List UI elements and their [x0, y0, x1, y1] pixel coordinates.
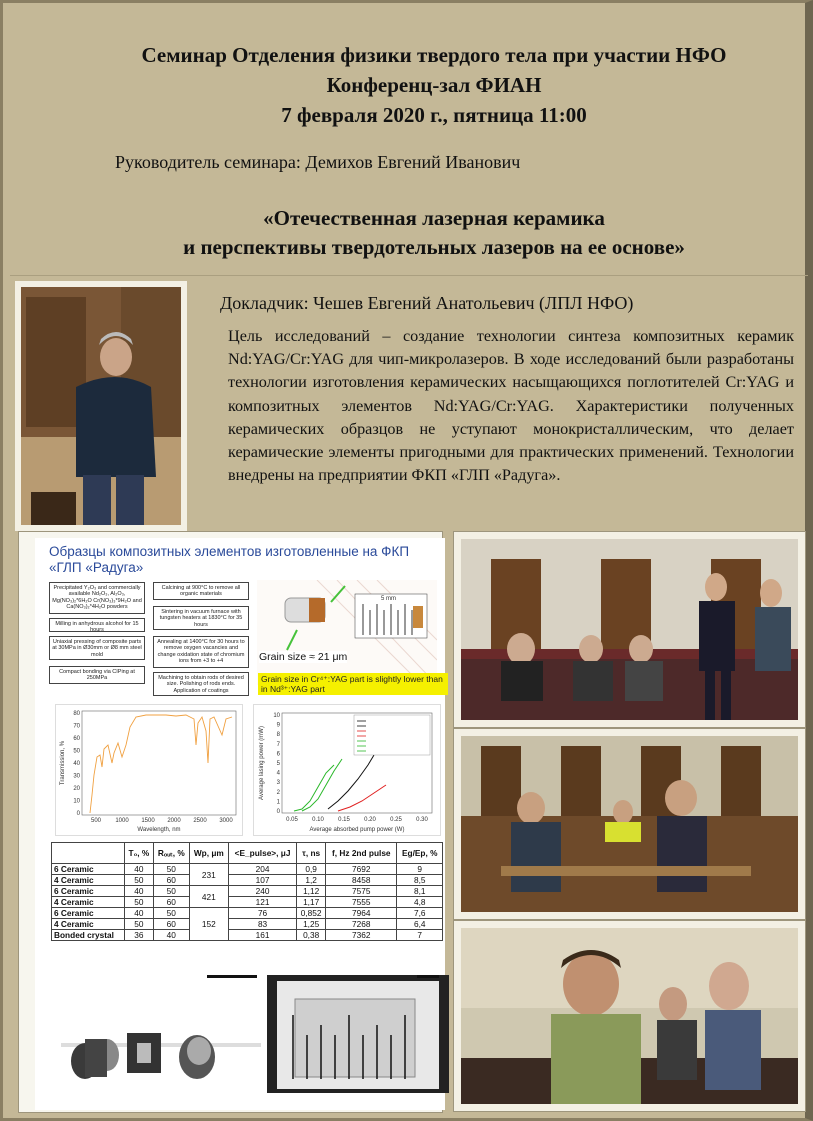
tick-label: 500 — [90, 818, 102, 824]
table-header-cell: τ, ns — [297, 843, 326, 864]
tick-label: 0 — [76, 811, 80, 817]
tick-label: 2 — [276, 789, 280, 796]
grain-size-note: Grain size in Cr⁴⁺:YAG part is slightly lower than in Nd³⁺:YAG part — [258, 673, 448, 695]
table-cell: 161 — [228, 930, 296, 941]
talk-title-line-2: и перспективы твердотельных лазеров на ее основе» — [183, 235, 685, 259]
spectrum-ylabel: Transmission, % — [60, 740, 66, 786]
table-cell: 7 — [397, 930, 443, 941]
table-cell: 7555 — [326, 897, 397, 908]
table-cell: 50 — [124, 875, 153, 886]
table-cell: 107 — [228, 875, 296, 886]
table-header-cell: Wp, μm — [189, 843, 228, 864]
tick-label: 30 — [73, 773, 80, 780]
table-cell: 1,2 — [297, 875, 326, 886]
spectrum-xlabel: Wavelength, nm — [137, 827, 181, 833]
seminar-leader: Руководитель семинара: Демихов Евгений Иванович — [115, 152, 521, 172]
tick-label: 80 — [73, 711, 80, 717]
table-row — [52, 875, 443, 886]
table-cell: 1,12 — [297, 886, 326, 897]
tick-label: 1000 — [115, 818, 129, 824]
speaker-photo — [15, 281, 187, 531]
tick-label: 20 — [73, 786, 80, 792]
table-cell: 6,4 — [397, 919, 443, 930]
transmission-curve — [90, 715, 232, 813]
table-row — [52, 886, 443, 897]
table-cell: 4 Ceramic — [52, 897, 125, 908]
flow-step: Milling in anhydrous alcohol for 15 hours — [49, 618, 145, 632]
talk-title — [0, 204, 813, 262]
table-cell: 4,8 — [397, 897, 443, 908]
table-cell: 121 — [228, 897, 296, 908]
table-cell: 7692 — [326, 864, 397, 875]
sample-micrograph — [257, 580, 437, 685]
table-cell: 8458 — [326, 875, 397, 886]
table-cell: 60 — [153, 897, 189, 908]
tick-label: 40 — [73, 761, 80, 767]
table-cell: 0,9 — [297, 864, 326, 875]
tick-label: 2000 — [167, 818, 181, 824]
samples-photo — [57, 975, 449, 1093]
tick-label: 50 — [73, 748, 80, 755]
tick-label: 5 — [276, 761, 280, 767]
divider — [10, 275, 808, 276]
table-cell: 0,852 — [297, 908, 326, 919]
table-header-cell: Eg/Ep, % — [397, 843, 443, 864]
table-cell: 40 — [124, 908, 153, 919]
table-cell: 40 — [153, 930, 189, 941]
table-cell: 50 — [124, 919, 153, 930]
table-cell: 50 — [153, 886, 189, 897]
tick-label: 4 — [276, 770, 280, 777]
transmission-chart — [55, 704, 243, 836]
table-cell: 9 — [397, 864, 443, 875]
flow-step: Calcining at 900°C to remove all organic materials — [153, 582, 249, 600]
table-row — [52, 864, 443, 875]
slide-panel — [18, 531, 443, 1113]
table-cell: 6 Ceramic — [52, 864, 125, 875]
audience-photo-3 — [453, 920, 806, 1112]
table-cell: 4 Ceramic — [52, 875, 125, 886]
tick-label: 0.05 — [286, 817, 298, 823]
tick-label: 0.25 — [390, 817, 402, 823]
table-cell: 7362 — [326, 930, 397, 941]
tick-label: 0.15 — [338, 817, 350, 823]
power-chart — [253, 704, 441, 836]
scale-label: 5 mm — [381, 596, 396, 602]
abstract-text: Цель исследований – создание технологии синтеза композитных керамик Nd:YAG/Cr:YAG для чип-микролазеров. В ходе исследований были разработаны технологии изготовления керамических насыщающихся поглотителей Cr:YAG и композитных элементов Nd:YAG/Cr:YAG. Характеристики полученных керамических образцов не уступают монокристаллическим, что делает керамические элементы пригодными для практических применений. Технологии внедрены на предприятии ФКП «ГЛП «Радуга». — [228, 327, 794, 485]
talk-title-line-1: «Отечественная лазерная керамика — [263, 206, 605, 230]
table-cell: 7268 — [326, 919, 397, 930]
table-cell: 36 — [124, 930, 153, 941]
table-cell: 6 Ceramic — [52, 886, 125, 897]
table-header-cell: T₀, % — [124, 843, 153, 864]
tick-label: 7 — [276, 741, 280, 748]
seminar-header — [0, 40, 813, 130]
tick-label: 2500 — [193, 818, 207, 824]
table-cell: 50 — [153, 908, 189, 919]
table-cell: 231 — [189, 864, 228, 886]
table-cell: 40 — [124, 886, 153, 897]
audience-photo-2 — [453, 728, 806, 920]
slide-content — [35, 538, 445, 1110]
table-cell: 421 — [189, 886, 228, 908]
table-cell: 60 — [153, 919, 189, 930]
table-cell: Bonded crystal — [52, 930, 125, 941]
table-cell: 8,5 — [397, 875, 443, 886]
table-header-cell — [52, 843, 125, 864]
header-line-2: Конференц-зал ФИАН — [326, 73, 542, 97]
table-cell: 8,1 — [397, 886, 443, 897]
table-cell: 4 Ceramic — [52, 919, 125, 930]
speaker: Докладчик: Чешев Евгений Анатольевич (ЛПЛ НФО) — [220, 293, 634, 313]
table-row — [52, 930, 443, 941]
table-cell: 1,17 — [297, 897, 326, 908]
tick-label: 70 — [73, 723, 80, 730]
header-line-3: 7 февраля 2020 г., пятница 11:00 — [281, 103, 587, 127]
table-cell: 1,25 — [297, 919, 326, 930]
series-line — [338, 785, 386, 811]
grain-size-label: Grain size ≈ 21 μm — [259, 651, 348, 663]
flow-step: Precipitated Y₂O₃ and commercially available Nd₂O₃, Al₂O₃, Mg(NO₃)₂*6H₂O Cr(NO₃)₃*9H₂O and Ca(NO₃)₂*4H₂O powders — [49, 582, 145, 614]
tick-label: 10 — [273, 713, 280, 719]
tick-label: 3 — [276, 780, 280, 787]
tick-label: 0.20 — [364, 817, 376, 823]
table-cell: 7964 — [326, 908, 397, 919]
table-row — [52, 897, 443, 908]
table-cell: 6 Ceramic — [52, 908, 125, 919]
power-ylabel: Average lasing power (mW) — [259, 726, 265, 800]
table-cell: 50 — [153, 864, 189, 875]
table-cell: 60 — [153, 875, 189, 886]
tick-label: 0.10 — [312, 817, 324, 823]
flow-step: Sintering in vacuum furnace with tungsten heaters at 1830°C for 35 hours — [153, 606, 249, 630]
table-cell: 0,38 — [297, 930, 326, 941]
slide-title: Образцы композитных элементов изготовленные на ФКП «ГЛП «Радуга» — [49, 544, 410, 575]
flow-step: Machining to obtain rods of desired size. Polishing of rods ends. Application of coatings — [153, 672, 249, 696]
tick-label: 6 — [276, 751, 280, 758]
tick-label: 1 — [276, 799, 280, 806]
tick-label: 0.30 — [416, 817, 428, 823]
table-header-cell: f, Hz 2nd pulse — [326, 843, 397, 864]
table-row — [52, 908, 443, 919]
flow-step: Annealing at 1400°C for 30 hours to remove oxygen vacancies and change oxidation state of chromium ions from +3 to +4 — [153, 636, 249, 668]
series-line — [294, 765, 334, 811]
table-cell: 152 — [189, 908, 228, 941]
table-cell: 204 — [228, 864, 296, 875]
table-cell: 50 — [124, 897, 153, 908]
table-cell: 240 — [228, 886, 296, 897]
table-row — [52, 919, 443, 930]
tick-label: 8 — [276, 732, 280, 739]
tick-label: 60 — [73, 736, 80, 742]
power-xlabel: Average absorbed pump power (W) — [309, 827, 405, 833]
series-line — [328, 755, 374, 809]
table-header-cell: Rₒᵤₜ, % — [153, 843, 189, 864]
header-line-1: Семинар Отделения физики твердого тела при участии НФО — [141, 43, 727, 67]
tick-label: 3000 — [219, 818, 233, 824]
speaker-figure — [21, 287, 181, 525]
table-cell: 83 — [228, 919, 296, 930]
table-cell: 40 — [124, 864, 153, 875]
tick-label: 10 — [73, 798, 80, 805]
flow-step: Compact bonding via CIPing at 250MPa — [49, 666, 145, 684]
tick-label: 0 — [276, 809, 280, 815]
table-cell: 7,6 — [397, 908, 443, 919]
flow-step: Uniaxial pressing of composite parts at 30MPa in Ø30mm or Ø8 mm steel mold — [49, 636, 145, 660]
results-table — [51, 842, 443, 941]
tick-label: 1500 — [141, 818, 155, 824]
tick-label: 9 — [276, 722, 280, 729]
table-cell: 7575 — [326, 886, 397, 897]
table-header-cell: <E_pulse>, μJ — [228, 843, 296, 864]
table-cell: 76 — [228, 908, 296, 919]
audience-photo-1 — [453, 531, 806, 728]
